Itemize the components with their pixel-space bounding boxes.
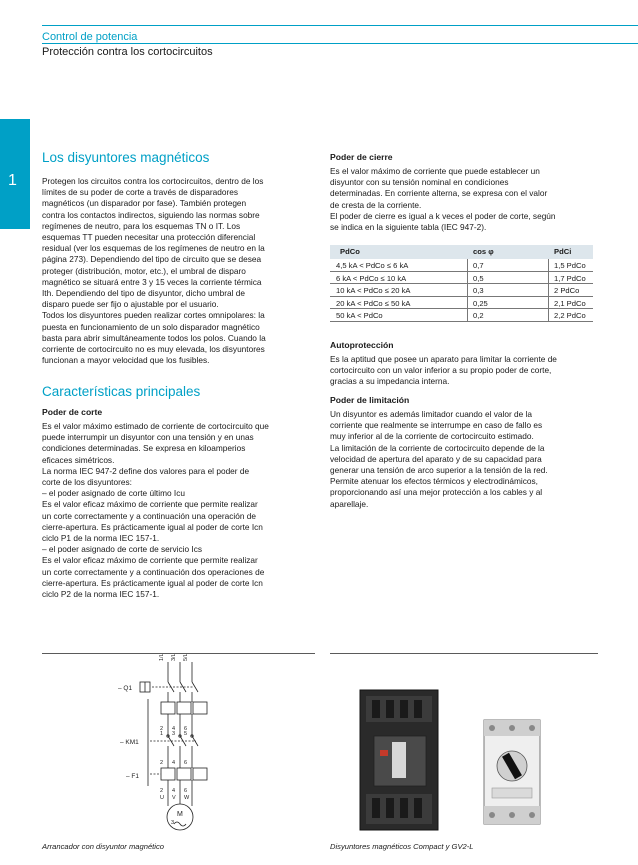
heading-disyuntores: Los disyuntores magnéticos: [42, 150, 210, 165]
caption-left: Arrancador con disyuntor magnético: [42, 842, 164, 851]
table-cell-range: 10 kA < PdCo ≤ 20 kA: [336, 286, 411, 295]
paragraph-autoproteccion: Es la aptitud que posee un aparato para limitar la corriente de cortocircuito con un valor inferior a su propio poder de corte, gracias a su impedancia interna.: [330, 354, 557, 387]
table-row: [330, 284, 593, 297]
chapter-number: 1: [8, 172, 17, 189]
terminal-label: 1/L1: [159, 654, 165, 661]
table-cell-range: 4,5 kA < PdCo ≤ 6 kA: [336, 261, 409, 270]
table-cell-pdci: 1,5 PdCo: [554, 261, 586, 270]
terminal-label: 6: [184, 726, 188, 732]
breakers-illustration: [330, 654, 598, 834]
figure-breaker-photo: [330, 654, 598, 834]
terminal-label: 3/L2: [171, 654, 177, 661]
motor-label: M: [177, 811, 183, 818]
table-row: [330, 259, 593, 272]
label-f1: – F1: [126, 773, 140, 780]
header-rule-top: [42, 25, 638, 26]
terminal-label: 6: [184, 760, 188, 766]
table-cell-cos: 0,7: [473, 261, 484, 270]
caption-right: Disyuntores magnéticos Compact y GV2-L: [330, 842, 474, 851]
table-header-pdci: PdCi: [554, 247, 572, 256]
heading-poder-limitacion: Poder de limitación: [330, 395, 410, 405]
terminal-label: 2: [160, 726, 164, 732]
header-rule-middle: [42, 43, 638, 44]
paragraph-disyuntores: Protegen los circuitos contra los cortocircuitos, dentro de los límites de su poder de corte a través de disparadores magnéticos (un disparador por fase). También protegen contra los contactos indirectos, siguiendo las normas sobre regímenes de neutro, para los esquemas TN o IT. Los esquemas TT pueden necesitar una protección diferencial residual (ver los esquemas de los regímenes de neutro en la página 273). Dependiendo del tipo de circuito que se desea proteger (distribución, motor, etc.), el umbral de disparo magnético se situará entre 3 y 15 veces la corriente térmica Ith. Dependiendo del tipo de disyuntor, dicho umbral de disparo puede ser fijo o ajustable por el usuario. Todos los disyuntores pueden realizar cortes omnipolares: la puesta en funcionamiento de un solo disparador magnético basta para abrir simultáneamente todos los polos. Cuando la corriente de cortocircuito no es muy elevada, los disyuntores funcionan a mayor velocidad que los fusibles.: [42, 176, 266, 366]
motor-terminal-label: 4: [172, 788, 176, 794]
table-cell-cos: 0,5: [473, 273, 484, 283]
terminal-label: 3: [172, 731, 176, 737]
table-row: [330, 272, 593, 285]
table-header-pdco: PdCo: [340, 247, 360, 256]
motor-terminal-label: 6: [184, 788, 188, 794]
terminal-label: 5/L3: [183, 654, 189, 661]
table-header: [330, 245, 593, 259]
terminal-label: 4: [172, 726, 176, 732]
table-header-cos: cos φ: [473, 247, 494, 256]
motor-phase-label: 3: [171, 820, 175, 826]
terminal-label: 2: [160, 760, 164, 766]
wiring-diagram: [42, 654, 315, 834]
table-cell-range: 6 kA < PdCo ≤ 10 kA: [336, 273, 407, 283]
paragraph-poder-corte: Es el valor máximo estimado de corriente de cortocircuito que puede interrumpir un disyuntor con una tensión y en unas condiciones determinadas. Se expresa en kiloamperios eficaces simétricos. La norma IEC 947-2 define dos valores para el poder de corte de los disyuntores: – el poder asignado de corte último Icu Es el valor eficaz máximo de corriente que permite realizar un corte correctamente y a continuación una operación de cierre-apertura. Es prácticamente igual al poder de corte Icn ciclo P1 de la norma IEC 157-1. – el poder asignado de corte de servicio Ics Es el valor eficaz máximo de corriente que permite realizar un corte correctamente y a continuación dos operaciones de cierre-apertura. Es prácticamente igual al poder de corte Icn ciclo P2 de la norma IEC 157-1.: [42, 421, 269, 600]
heading-autoproteccion: Autoprotección: [330, 340, 394, 350]
paragraph-poder-cierre: Es el valor máximo de corriente que puede establecer un disyuntor con su tensión nominal en condiciones determinadas. En corriente alterna, se expresa con el valor de cresta de la corriente. El poder de cierre es igual a k veces el poder de corte, según se indica en la siguiente tabla (IEC 947-2).: [330, 166, 556, 233]
table-cell-range: 20 kA < PdCo ≤ 50 kA: [336, 298, 411, 308]
table-cell-cos: 0,25: [473, 298, 488, 308]
label-q1: – Q1: [118, 685, 133, 692]
paragraph-poder-limitacion: Un disyuntor es además limitador cuando el valor de la corriente que realmente se interrumpe en caso de fallo es muy inferior al de la corriente de cortocircuito estimado. La limitación de la corriente de cortocircuito depende de la velocidad de apertura del aparato y de su capacidad para generar una tensión de arco superior a la tensión de la red. Permite atenuar los efectos térmicos y electrodinámicos, proporcionando así una mejor protección a los cables y al aparellaje.: [330, 409, 548, 509]
table-cell-cos: 0,3: [473, 286, 484, 295]
label-km1: – KM1: [120, 739, 139, 746]
header-title: Protección contra los cortocircuitos: [42, 46, 213, 58]
figure-starter-schematic: [42, 654, 315, 834]
table-cell-pdci: 2,1 PdCo: [554, 298, 586, 308]
table-row: [330, 309, 593, 322]
terminal-label: 4: [172, 760, 176, 766]
motor-terminal-label: V: [172, 795, 176, 801]
table-cell-pdci: 2,2 PdCo: [554, 311, 586, 320]
heading-poder-cierre: Poder de cierre: [330, 152, 393, 162]
terminal-label: 5: [184, 731, 188, 737]
heading-caracteristicas: Características principales: [42, 384, 201, 399]
motor-terminal-label: W: [184, 795, 190, 801]
terminal-label: 1: [160, 731, 164, 737]
motor-terminal-label: U: [160, 795, 164, 801]
table-cell-pdci: 2 PdCo: [554, 286, 580, 295]
header-section: Control de potencia: [42, 31, 138, 43]
table-row: [330, 297, 593, 310]
table-cell-range: 50 kA < PdCo: [336, 311, 383, 320]
motor-terminal-label: 2: [160, 788, 164, 794]
heading-poder-corte: Poder de corte: [42, 407, 103, 417]
table-cell-pdci: 1,7 PdCo: [554, 273, 586, 283]
table-cell-cos: 0,2: [473, 311, 484, 320]
